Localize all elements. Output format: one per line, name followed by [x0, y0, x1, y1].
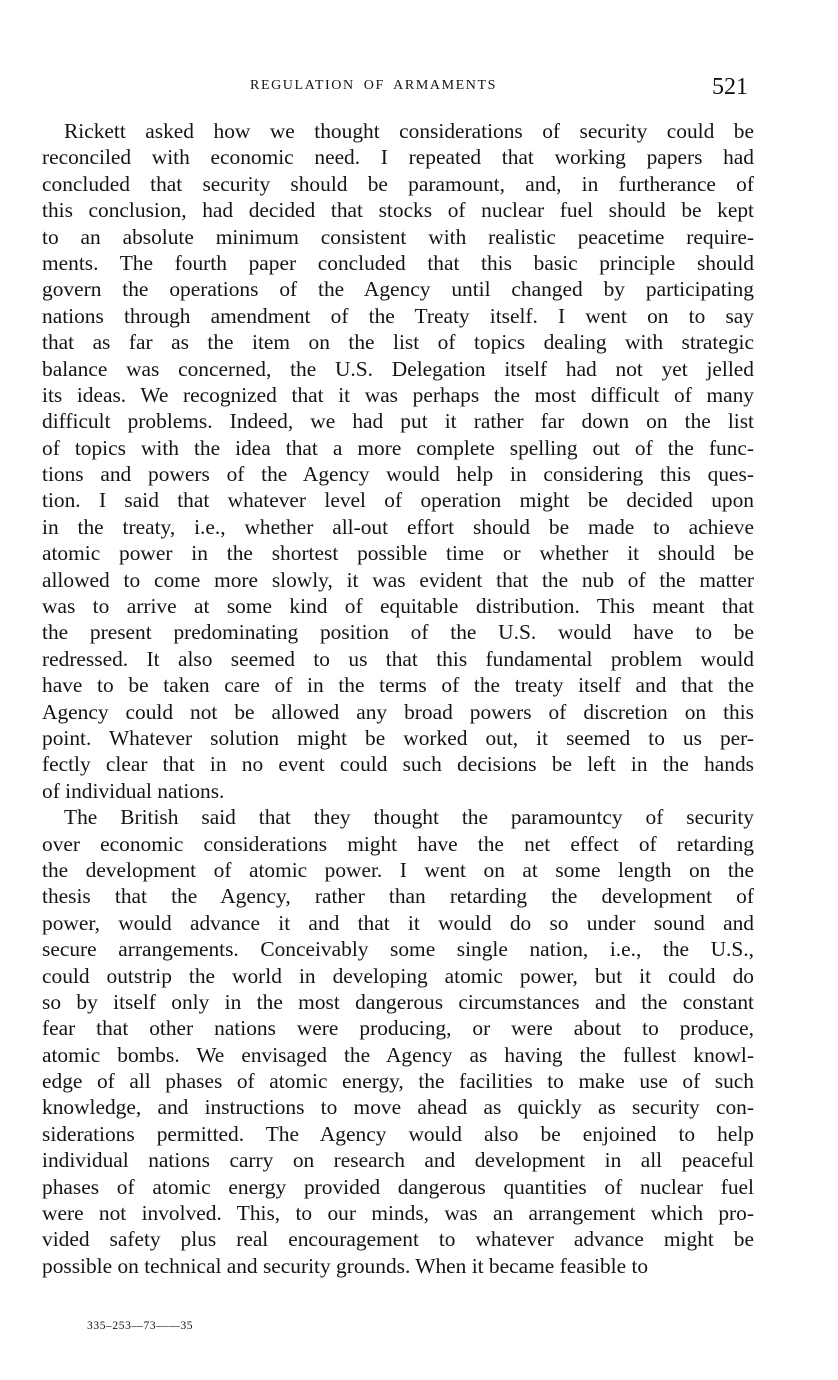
text-line: The British said that they thought the paramountcy of security: [64, 805, 754, 830]
text-line: power, would advance it and that it would do so under sound and: [42, 910, 754, 935]
text-line: in the treaty, i.e., whether all-out effort should be made to achieve: [42, 514, 754, 539]
text-line: Rickett asked how we thought considerations of security could be: [64, 119, 754, 143]
text-line: to an absolute minimum consistent with realistic peacetime require-: [42, 224, 754, 249]
text-line: possible on technical and security grounds. When it became feasible to: [42, 1253, 649, 1278]
text-line: this conclusion, had decided that stocks of nuclear fuel should be kept: [42, 198, 754, 223]
text-line: ments. The fourth paper concluded that this basic principle should: [42, 250, 754, 275]
text-line: atomic bombs. We envisaged the Agency as having the fullest knowl-: [42, 1042, 754, 1067]
text-line: that as far as the item on the list of topics dealing with strategic: [42, 330, 754, 355]
text-line: over economic considerations might have the net effect of retarding: [42, 831, 754, 856]
text-line: point. Whatever solution might be worked out, it seemed to us per-: [42, 725, 754, 750]
text-line: the present predominating position of the U.S. would have to be: [42, 620, 754, 645]
text-line: atomic power in the shortest possible time or whether it should be: [42, 541, 754, 566]
page-number: 521: [712, 74, 748, 100]
text-line: of topics with the idea that a more complete spelling out of the func-: [42, 435, 754, 460]
text-line: secure arrangements. Conceivably some single nation, i.e., the U.S.,: [42, 937, 754, 962]
text-line: knowledge, and instructions to move ahead as quickly as security con-: [42, 1095, 754, 1120]
text-line: was to arrive at some kind of equitable distribution. This meant that: [42, 594, 754, 619]
text-line: tions and powers of the Agency would help in considering this ques-: [42, 462, 754, 487]
text-line: were not involved. This, to our minds, was an arrangement which pro-: [42, 1201, 754, 1226]
text-line: govern the operations of the Agency until changed by participating: [42, 277, 754, 302]
text-line: so by itself only in the most dangerous circumstances and the constant: [42, 989, 754, 1014]
text-line: vided safety plus real encouragement to whatever advance might be: [42, 1227, 754, 1252]
text-line: tion. I said that whatever level of operation might be decided upon: [42, 488, 754, 513]
text-line: of individual nations.: [42, 778, 225, 803]
body-text: [42, 118, 754, 1279]
text-line: thesis that the Agency, rather than retarding the development of: [42, 884, 754, 909]
text-line: individual nations carry on research and development in all peaceful: [42, 1148, 754, 1173]
paragraph: [42, 804, 754, 1279]
text-line: phases of atomic energy provided dangerous quantities of nuclear fuel: [42, 1174, 754, 1199]
text-line: fear that other nations were producing, or were about to produce,: [42, 1016, 754, 1041]
text-line: could outstrip the world in developing atomic power, but it could do: [42, 963, 754, 988]
text-line: reconciled with economic need. I repeated that working papers had: [42, 145, 754, 170]
text-line: allowed to come more slowly, it was evident that the nub of the matter: [42, 567, 754, 592]
text-line: redressed. It also seemed to us that this fundamental problem would: [42, 646, 754, 671]
running-title: REGULATION OF ARMAMENTS: [250, 78, 498, 93]
text-line: balance was concerned, the U.S. Delegation itself had not yet jelled: [42, 356, 754, 381]
text-line: edge of all phases of atomic energy, the facilities to make use of such: [42, 1069, 754, 1094]
text-line: Agency could not be allowed any broad powers of discretion on this: [42, 699, 754, 724]
text-line: fectly clear that in no event could such decisions be left in the hands: [42, 752, 754, 777]
text-line: nations through amendment of the Treaty itself. I went on to say: [42, 303, 754, 328]
text-line: have to be taken care of in the terms of the treaty itself and that the: [42, 673, 754, 698]
text-line: siderations permitted. The Agency would also be enjoined to help: [42, 1121, 754, 1146]
text-line: its ideas. We recognized that it was perhaps the most difficult of many: [42, 382, 754, 407]
text-line: concluded that security should be paramount, and, in furtherance of: [42, 171, 754, 196]
text-line: the development of atomic power. I went on at some length on the: [42, 857, 754, 882]
paragraph: [42, 118, 754, 804]
footer-print-code: 335–253—73——35: [87, 1320, 194, 1332]
text-line: difficult problems. Indeed, we had put it rather far down on the list: [42, 409, 754, 434]
